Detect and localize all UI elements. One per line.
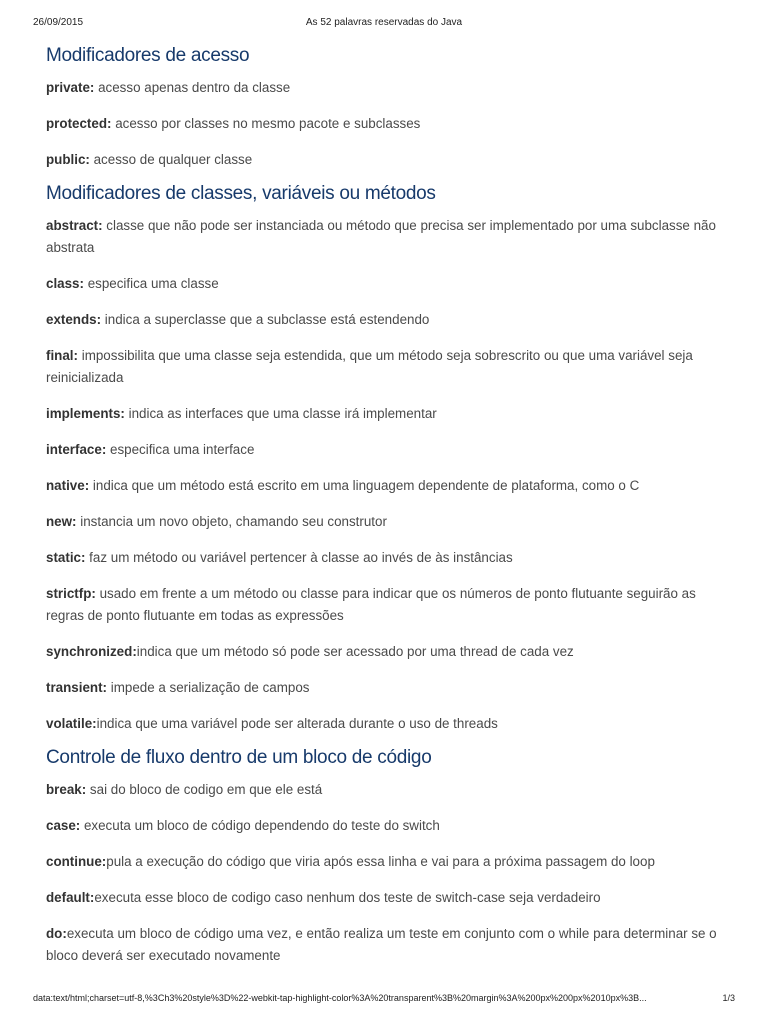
keyword: new: [46, 514, 77, 529]
keyword: abstract: [46, 218, 103, 233]
keyword-entry [46, 923, 736, 967]
keyword: private: [46, 80, 95, 95]
keyword: break: [46, 782, 87, 797]
keyword: volatile: [46, 716, 97, 731]
keyword: default: [46, 890, 95, 905]
keyword: implements: [46, 406, 125, 421]
keyword-entry [46, 547, 736, 569]
keyword-description: impede a serialização de campos [107, 680, 310, 695]
keyword: do: [46, 926, 67, 941]
section-title-flow-control: Controle de fluxo dentro de um bloco de código [46, 747, 432, 768]
keyword-entry [46, 345, 736, 389]
print-header [33, 17, 735, 31]
keyword-description: classe que não pode ser instanciada ou método que precisa ser implementado por uma subclasse não abstrata [46, 218, 716, 255]
keyword-entry [46, 713, 736, 735]
keyword-entry [46, 511, 736, 533]
keyword-entry [46, 887, 736, 909]
keyword: public: [46, 152, 90, 167]
section-title-access-modifiers: Modificadores de acesso [46, 45, 250, 66]
keyword-description: executa um bloco de código dependendo do teste do switch [80, 818, 440, 833]
keyword-entry [46, 149, 736, 171]
keyword-entry [46, 779, 736, 801]
keyword-entry [46, 677, 736, 699]
keyword-entry [46, 641, 736, 663]
keyword-description: acesso apenas dentro da classe [94, 80, 291, 95]
document-title: As 52 palavras reservadas do Java [305, 17, 463, 28]
keyword: case: [46, 818, 81, 833]
keyword-description: acesso por classes no mesmo pacote e subclasses [111, 116, 421, 131]
source-url: data:text/html;charset=utf-8,%3Ch3%20style%3D%22-webkit-tap-highlight-color%3A%20transparent%3B%20margin%3A%200px%200px%2010px%3B... [33, 993, 647, 1003]
keyword-entry [46, 273, 736, 295]
keyword-entry [46, 475, 736, 497]
keyword: interface: [46, 442, 107, 457]
document-content [46, 43, 736, 967]
keyword-description: indica a superclasse que a subclasse está estendendo [101, 312, 430, 327]
keyword: synchronized: [46, 644, 137, 659]
print-footer [33, 993, 735, 1007]
keyword-entry [46, 815, 736, 837]
keyword: strictfp: [46, 586, 96, 601]
keyword-entry [46, 439, 736, 461]
keyword-description: impossibilita que uma classe seja estendida, que um método seja sobrescrito ou que uma variável seja reinicializada [46, 348, 693, 385]
keyword-entry [46, 403, 736, 425]
keyword-description: pula a execução do código que viria após essa linha e vai para a próxima passagem do loop [106, 854, 655, 869]
keyword-description: indica que um método só pode ser acessado por uma thread de cada vez [136, 644, 574, 659]
keyword: final: [46, 348, 78, 363]
keyword: native: [46, 478, 90, 493]
flow-control-list [46, 779, 736, 967]
access-modifiers-list [46, 77, 736, 171]
keyword-description: especifica uma interface [106, 442, 255, 457]
keyword: transient: [46, 680, 108, 695]
keyword-entry [46, 77, 736, 99]
keyword: protected: [46, 116, 112, 131]
keyword: class: [46, 276, 84, 291]
keyword-description: acesso de qualquer classe [89, 152, 253, 167]
keyword: extends: [46, 312, 102, 327]
keyword-description: instancia um novo objeto, chamando seu construtor [76, 514, 387, 529]
keyword-description: indica que uma variável pode ser alterada durante o uso de threads [96, 716, 498, 731]
keyword-description: usado em frente a um método ou classe para indicar que os números de ponto flutuante seguirão as regras de ponto flutuante em todas as expressões [46, 586, 696, 623]
keyword-description: sai do bloco de codigo em que ele está [86, 782, 323, 797]
keyword-description: indica as interfaces que uma classe irá implementar [124, 406, 437, 421]
class-modifiers-list [46, 215, 736, 735]
keyword-entry [46, 113, 736, 135]
keyword-description: especifica uma classe [83, 276, 219, 291]
keyword: continue: [46, 854, 107, 869]
keyword-entry [46, 851, 736, 873]
page-number: 1/3 [722, 993, 735, 1003]
keyword-entry [46, 583, 736, 627]
section-title-class-modifiers: Modificadores de classes, variáveis ou métodos [46, 183, 436, 204]
keyword-entry [46, 309, 736, 331]
print-date: 26/09/2015 [33, 17, 84, 28]
keyword-description: faz um método ou variável pertencer à classe ao invés de às instâncias [85, 550, 513, 565]
keyword-description: executa esse bloco de codigo caso nenhum dos teste de switch-case seja verdadeiro [94, 890, 601, 905]
keyword-description: indica que um método está escrito em uma linguagem dependente de plataforma, como o C [89, 478, 640, 493]
keyword: static: [46, 550, 86, 565]
keyword-description: executa um bloco de código uma vez, e então realiza um teste em conjunto com o while para determinar se o bloco deverá ser executado novamente [46, 926, 717, 963]
keyword-entry [46, 215, 736, 259]
